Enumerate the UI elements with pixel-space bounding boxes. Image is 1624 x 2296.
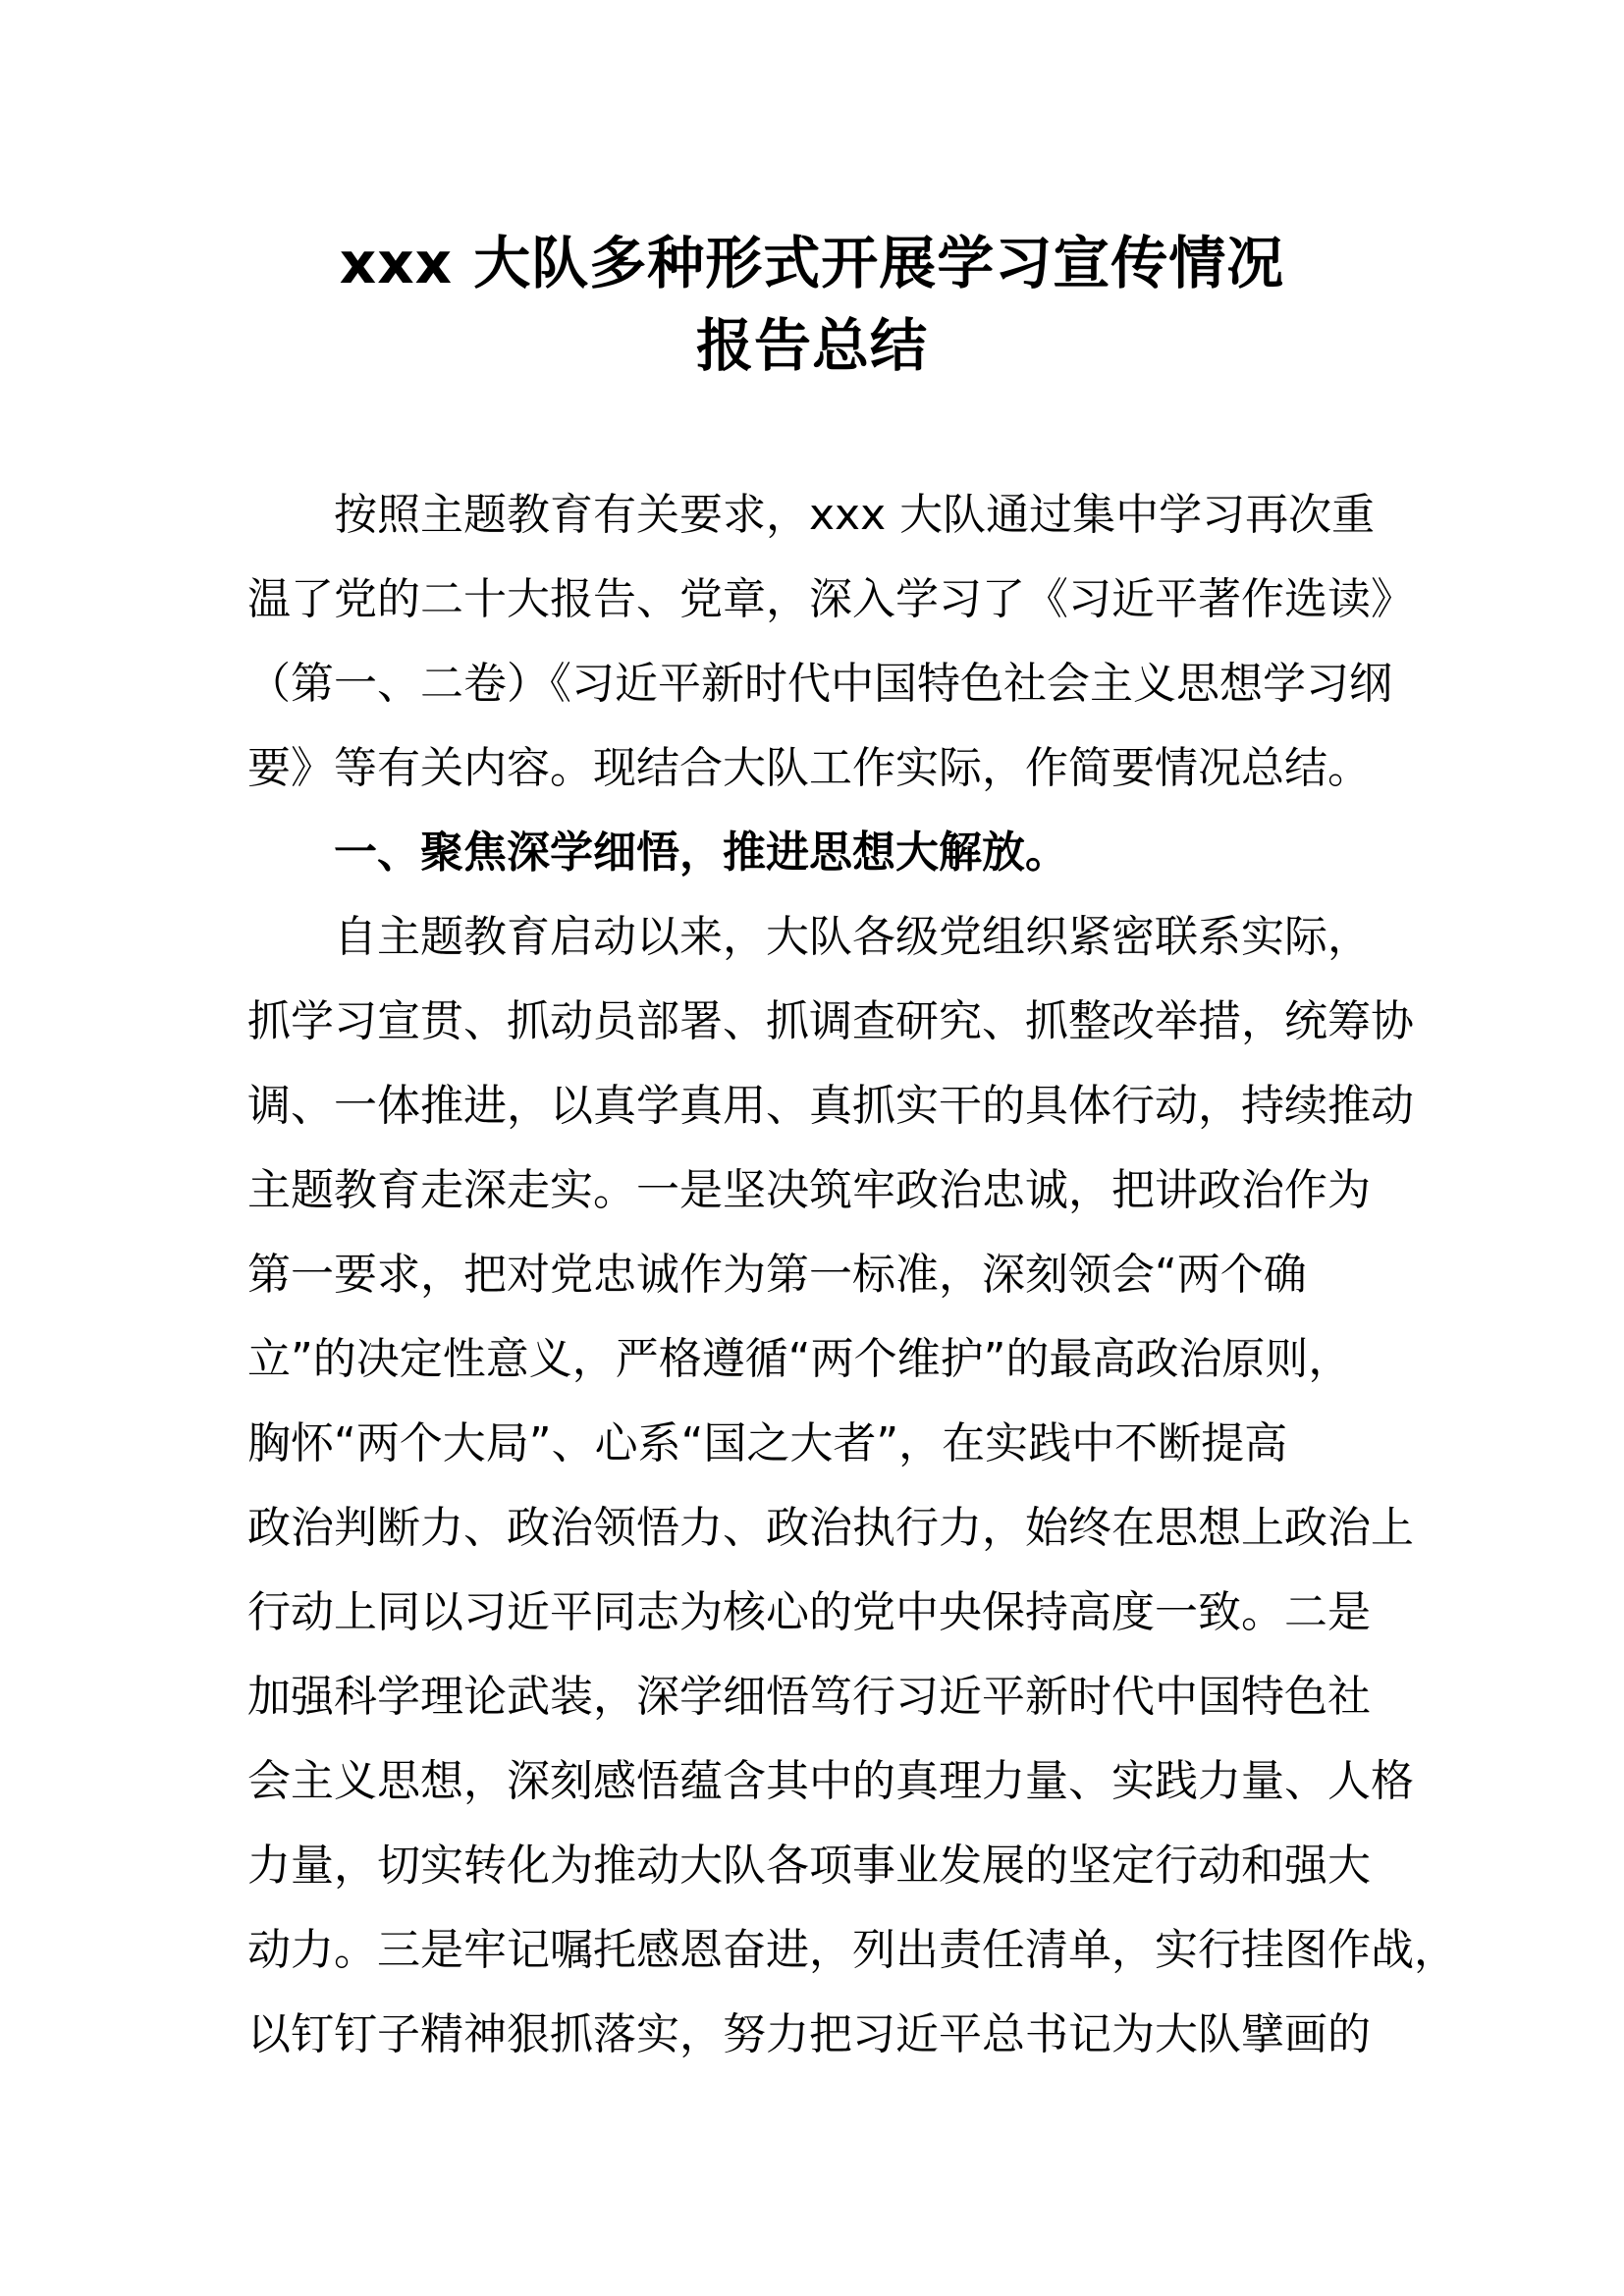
paragraph-line (0, 980, 1624, 1064)
paragraph-line-text: 主题教育走深走实。一是坚决筑牢政治忠诚，把讲政治作为 (247, 1165, 1371, 1215)
paragraph-line (0, 1655, 1624, 1739)
paragraph-line-text: 温了党的二十大报告、党章，深入学习了《习近平著作选读》 (247, 574, 1414, 624)
paragraph-line-text: 行动上同以习近平同志为核心的党中央保持高度一致。二是 (247, 1587, 1371, 1637)
paragraph-line (0, 473, 1624, 558)
paragraph-line (0, 1824, 1624, 1908)
paragraph-line-text: 以钉钉子精神狠抓落实，努力把习近平总书记为大队擘画的 (247, 2009, 1371, 2059)
paragraph-line-text: 力量，切实转化为推动大队各项事业发展的坚定行动和强大 (247, 1841, 1371, 1891)
paragraph-line (0, 895, 1624, 980)
paragraph-line (0, 1571, 1624, 1655)
paragraph-line (0, 726, 1624, 811)
paragraph-line (0, 1317, 1624, 1402)
paragraph-line-text: 按照主题教育有关要求，xxx 大队通过集中学习再次重 (334, 490, 1376, 540)
paragraph-line (0, 1739, 1624, 1824)
paragraph-line-text: （第一、二卷）《习近平新时代中国特色社会主义思想学习纲 (247, 659, 1392, 709)
paragraph-line-text: 加强科学理论武装，深学细悟笃行习近平新时代中国特色社 (247, 1672, 1371, 1722)
document-title-line-2: 报告总结 (695, 312, 928, 379)
paragraph-line-text: 抓学习宣贯、抓动员部署、抓调查研究、抓整改举措，统筹协 (247, 996, 1414, 1046)
paragraph-line (0, 1233, 1624, 1317)
paragraph-line (0, 1064, 1624, 1148)
paragraph-line (0, 1148, 1624, 1233)
paragraph-line-text: 政治判断力、政治领悟力、政治执行力，始终在思想上政治上 (247, 1503, 1414, 1553)
paragraph-line-text: 动力。三是牢记嘱托感恩奋进，列出责任清单，实行挂图作战， (247, 1925, 1457, 1975)
paragraph-line-text: 第一要求，把对党忠诚作为第一标准，深刻领会“两个确 (247, 1250, 1307, 1300)
paragraph-line-text: 会主义思想，深刻感悟蕴含其中的真理力量、实践力量、人格 (247, 1756, 1414, 1806)
paragraph-line (0, 1993, 1624, 2077)
section-heading-text: 一、聚焦深学细悟，推进思想大解放。 (334, 828, 1068, 878)
document-title-line-1: xxx 大队多种形式开展学习宣传情况 (339, 230, 1285, 296)
paragraph-line (0, 1486, 1624, 1571)
paragraph-line (0, 1402, 1624, 1486)
paragraph-line-text: 立”的决定性意义，严格遵循“两个维护”的最高政治原则， (247, 1334, 1352, 1384)
paragraph-line (0, 642, 1624, 726)
paragraph-line-text: 胸怀“两个大局”、心系“国之大者”，在实践中不断提高 (247, 1418, 1288, 1468)
paragraph-line-text: 要》等有关内容。现结合大队工作实际，作简要情况总结。 (247, 743, 1371, 793)
paragraph-line-text: 调、一体推进，以真学真用、真抓实干的具体行动，持续推动 (247, 1081, 1414, 1131)
paragraph-line (0, 558, 1624, 642)
section-heading (0, 811, 1624, 895)
paragraph-line (0, 1908, 1624, 1993)
paragraph-line-text: 自主题教育启动以来，大队各级党组织紧密联系实际， (334, 912, 1371, 962)
